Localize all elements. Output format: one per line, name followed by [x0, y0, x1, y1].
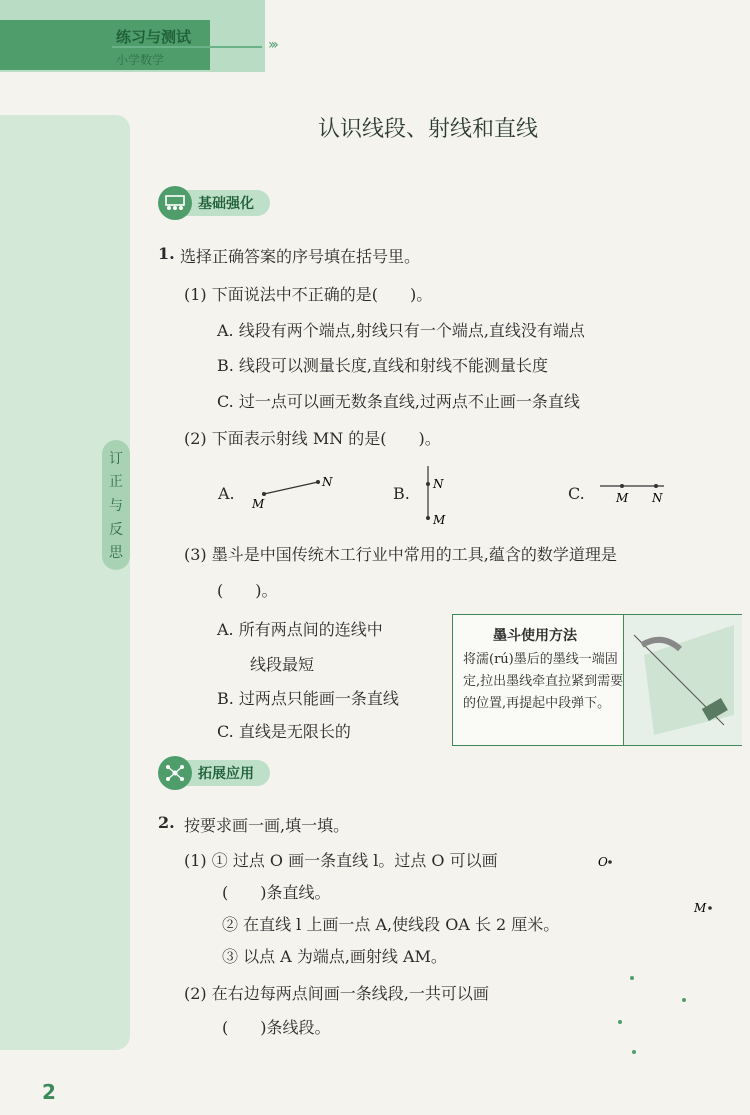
segment-point [630, 976, 634, 980]
q1-2-stem: (2) 下面表示射线 MN 的是( )。 [184, 429, 441, 448]
section-extend-label: 拓展应用 [184, 760, 270, 786]
ray-figure-c [596, 474, 670, 506]
q2-1-line3: ② 在直线 l 上画一点 A,使线段 OA 长 2 厘米。 [222, 915, 560, 934]
q1-1-stem: (1) 下面说法中不正确的是( )。 [184, 285, 433, 304]
info-box [452, 614, 742, 746]
class-icon [158, 186, 192, 220]
label-n: N [433, 477, 444, 491]
correction-char: 思 [109, 545, 123, 562]
q1-3-option-b: B. 过两点只能画一条直线 [217, 689, 399, 708]
q1-1-option-b: B. 线段可以测量长度,直线和射线不能测量长度 [217, 356, 549, 375]
drawing-area [590, 840, 730, 1060]
ink-line-illustration [623, 615, 742, 745]
q1-3-option-a-cont: 线段最短 [250, 655, 315, 674]
label-n: N [322, 475, 333, 489]
q2-2-line1: (2) 在右边每两点间画一条线段,一共可以画 [184, 984, 489, 1003]
point-m [708, 906, 712, 910]
label-m: M [252, 497, 265, 511]
correction-char: 正 [109, 474, 123, 491]
q2-2-line2: ( )条线段。 [222, 1018, 331, 1037]
q1-3-stem-cont: ( )。 [217, 581, 278, 600]
segment-point [632, 1050, 636, 1054]
page-title: 认识线段、射线和直线 [318, 117, 539, 142]
q1-number: 1. [158, 244, 175, 263]
ray-figure-a [248, 472, 338, 512]
subject-label: 小学数学 [116, 53, 165, 67]
section-extend [158, 756, 270, 790]
label-n: N [652, 491, 663, 505]
q2-1-line2: ( )条直线。 [222, 883, 331, 902]
info-body: 将濡(rú)墨后的墨线一端固定,拉出墨线牵直拉紧到需要的位置,再提起中段弹下。 [463, 652, 624, 711]
segment-point [618, 1020, 622, 1024]
q1-1-option-c: C. 过一点可以画无数条直线,过两点不止画一条直线 [217, 392, 580, 411]
point-o-label: O [598, 855, 608, 869]
correction-tab [102, 440, 130, 570]
section-basic [158, 186, 270, 220]
correction-char: 与 [109, 497, 123, 514]
section-basic-label: 基础强化 [184, 190, 270, 216]
q1-2-option-b: B. [393, 484, 410, 503]
ray-figure-b [418, 462, 458, 530]
correction-char: 订 [109, 450, 123, 467]
arrows-icon: ››› [268, 37, 276, 53]
page-number: 2 [42, 1080, 56, 1104]
q2-stem: 按要求画一画,填一填。 [184, 816, 350, 835]
correction-char: 反 [109, 521, 123, 538]
q2-1-line1: (1) ① 过点 O 画一条直线 l。过点 O 可以画 [184, 851, 498, 870]
q1-3-option-a: A. 所有两点间的连线中 [217, 620, 383, 639]
label-m: M [616, 491, 629, 505]
header-divider [112, 46, 262, 48]
q1-1-option-a: A. 线段有两个端点,射线只有一个端点,直线没有端点 [217, 321, 585, 340]
network-icon [158, 756, 192, 790]
q1-stem: 选择正确答案的序号填在括号里。 [180, 247, 421, 266]
q1-3-option-c: C. 直线是无限长的 [217, 722, 351, 741]
info-title: 墨斗使用方法 [493, 628, 577, 644]
point-m-label: M [694, 901, 707, 915]
q1-2-option-c: C. [568, 484, 585, 503]
q2-number: 2. [158, 813, 175, 832]
series-title: 练习与测试 [116, 28, 192, 46]
label-m: M [433, 513, 446, 527]
segment-point [682, 998, 686, 1002]
q1-3-stem: (3) 墨斗是中国传统木工行业中常用的工具,蕴含的数学道理是 [184, 545, 617, 564]
point-o [608, 860, 612, 864]
q2-1-line4: ③ 以点 A 为端点,画射线 AM。 [222, 947, 447, 966]
q1-2-option-a: A. [218, 484, 235, 503]
side-panel [0, 115, 130, 1050]
